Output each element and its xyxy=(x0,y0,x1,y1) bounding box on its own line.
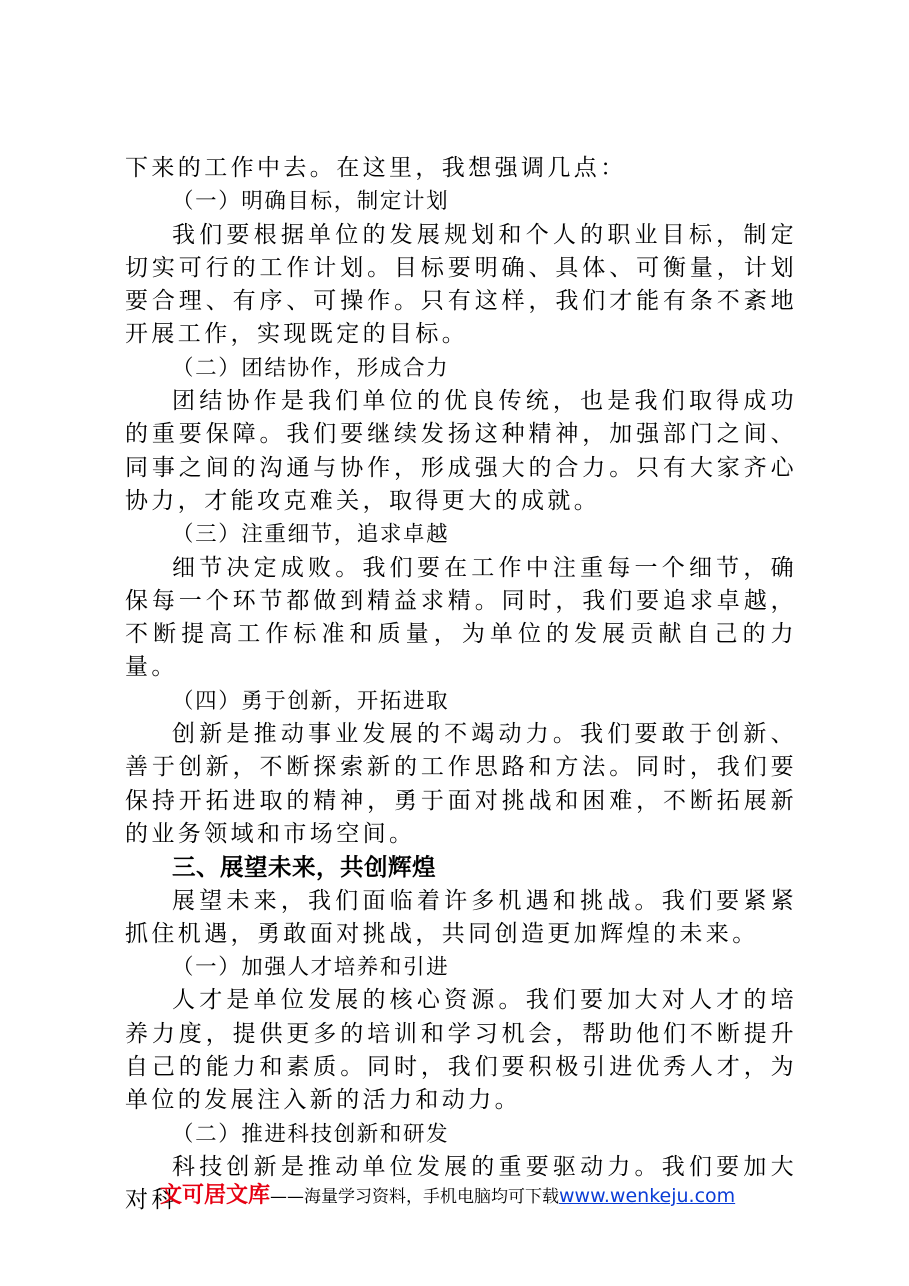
subsection-heading: （二）团结协作，形成合力 xyxy=(172,355,450,381)
footer-website-link[interactable]: www.wenkeju.com xyxy=(559,1185,736,1207)
paragraph: 科技创新是推动单位发展的重要驱动力。我们要加大对科 xyxy=(125,1153,797,1214)
paragraph: 下来的工作中去。在这里，我想强调几点： xyxy=(125,155,627,181)
paragraph: 人才是单位发展的核心资源。我们要加大对人才的培养力度，提供更多的培训和学习机会，帮助他们不断提升自己的能力和素质。同时，我们要积极引进优秀人才，为单位的发展注入新的活力和动力。 xyxy=(125,987,797,1114)
footer-tagline: ——海量学习资料，手机电脑均可下载 xyxy=(270,1187,560,1207)
paragraph: 展望未来，我们面临着许多机遇和挑战。我们要紧紧抓住机遇，勇敢面对挑战，共同创造更加辉煌的未来。 xyxy=(125,887,797,947)
subsection-heading: （一）加强人才培养和引进 xyxy=(172,955,450,981)
document-body xyxy=(125,152,797,1218)
paragraph: 我们要根据单位的发展规划和个人的职业目标，制定切实可行的工作计划。目标要明确、具体、可衡量，计划要合理、有序、可操作。只有这样，我们才能有条不紊地开展工作，实现既定的目标。 xyxy=(125,221,797,348)
paragraph: 团结协作是我们单位的优良传统，也是我们取得成功的重要保障。我们要继续发扬这种精神，加强部门之间、同事之间的沟通与协作，形成强大的合力。只有大家齐心协力，才能攻克难关，取得更大的成就。 xyxy=(125,388,797,514)
section-heading: 三、展望未来，共创辉煌 xyxy=(172,853,436,882)
subsection-heading: （四）勇于创新，开拓进取 xyxy=(172,688,450,714)
subsection-heading: （二）推进科技创新和研发 xyxy=(172,1121,450,1147)
subsection-heading: （一）明确目标，制定计划 xyxy=(172,189,450,215)
subsection-heading: （三）注重细节，追求卓越 xyxy=(172,522,450,548)
footer-brand: 文可居文库 xyxy=(160,1183,271,1208)
paragraph: 创新是推动事业发展的不竭动力。我们要敢于创新、善于创新，不断探索新的工作思路和方法。同时，我们要保持开拓进取的精神，勇于面对挑战和困难，不断拓展新的业务领域和市场空间。 xyxy=(125,721,797,847)
footer-banner xyxy=(160,1181,735,1212)
paragraph: 细节决定成败。我们要在工作中注重每一个细节，确保每一个环节都做到精益求精。同时，我们要追求卓越，不断提高工作标准和质量，为单位的发展贡献自己的力量。 xyxy=(125,554,797,681)
